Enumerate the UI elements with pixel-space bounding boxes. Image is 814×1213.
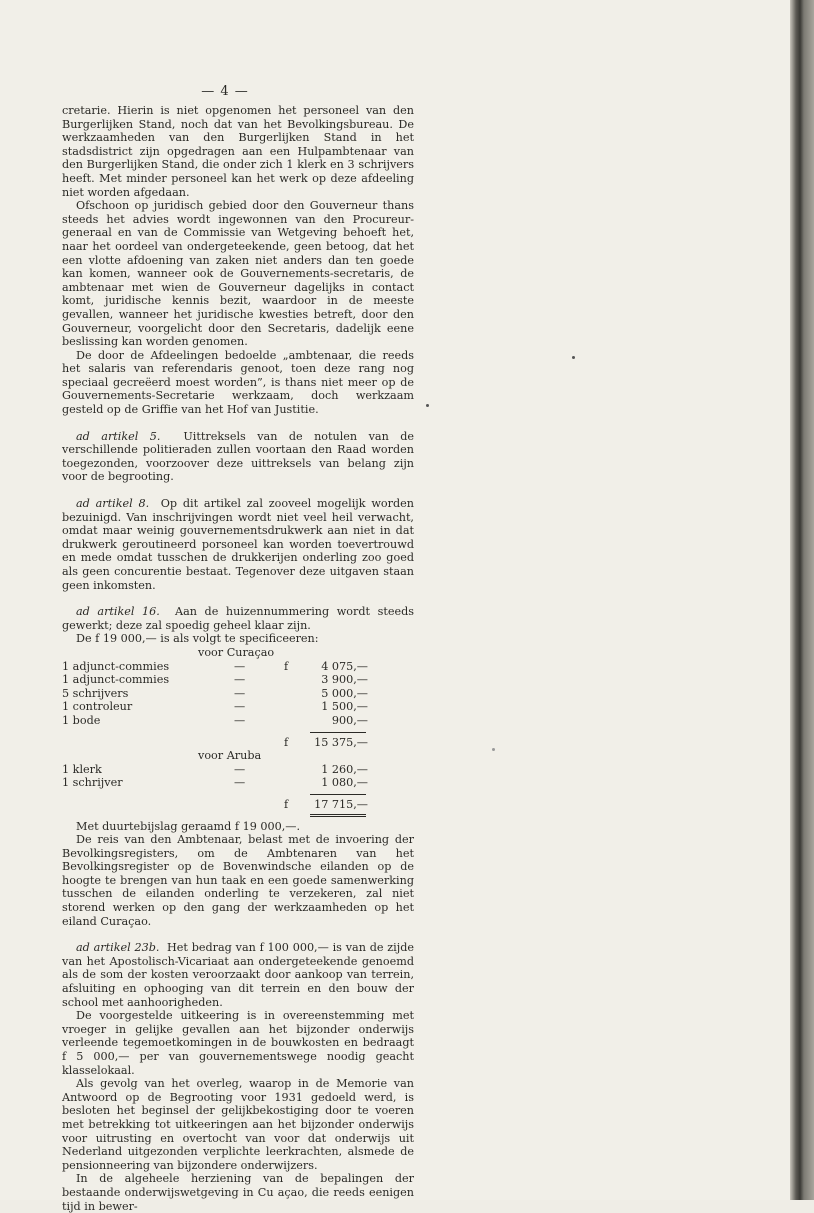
- sum-rule: [62, 790, 414, 798]
- section-label: ad artikel 5.: [76, 429, 161, 443]
- row-currency: [284, 776, 308, 790]
- row-item: 1 controleur: [62, 700, 133, 714]
- row-item: 1 bode: [62, 713, 101, 727]
- row-item: 1 schrijver: [62, 776, 123, 790]
- page-number: — 4 —: [201, 84, 249, 99]
- section-text: Aan de huizennummering wordt steeds gewerkt; deze zal spoedig geheel klaar zijn.: [62, 605, 414, 632]
- section-label: ad artikel 16.: [76, 605, 160, 619]
- body-text: [62, 104, 414, 1213]
- paper-speck: [426, 404, 429, 407]
- table-heading-aruba: voor Aruba: [198, 749, 262, 763]
- row-item: 5 schrijvers: [62, 686, 129, 700]
- row-amount: 3 900,—: [321, 673, 368, 687]
- paragraph: In de algeheele herziening van de bepalingen der bestaande onderwijswetgeving in Cu açao, die reeds eenigen tijd in bewer-: [62, 1172, 414, 1213]
- row-dash: —: [234, 700, 246, 714]
- row-currency: [284, 763, 308, 777]
- total-amount: 17 715,—: [314, 797, 368, 811]
- section-artikel-16: [62, 605, 414, 632]
- row-amount: 1 080,—: [321, 776, 368, 790]
- row-currency: [284, 687, 308, 701]
- section-text: Het bedrag van f 100 000,— is van de zijde van het Apostolisch-Vicariaat aan ondergeteekende genoemd als de som der kosten veroorzaakt door aankoop van terrein, afsluiting en ophooging van dit terrein en den bouw der school met aanhoorigheden.: [62, 941, 414, 1009]
- table-row: [62, 700, 414, 714]
- row-item: 1 adjunct-commies: [62, 673, 170, 687]
- section-label: ad artikel 23b.: [76, 941, 160, 955]
- row-currency: f: [284, 659, 289, 673]
- row-item: 1 klerk: [62, 762, 102, 776]
- row-amount: 4 075,—: [321, 659, 368, 673]
- paragraph: Als gevolg van het overleg, waarop in de Memorie van Antwoord op de Begrooting voor 1931 gedoeld werd, is besloten het beginsel der gelijkbekostiging door te voeren met betrekking tot uitkeeringen aan het bijzonder onderwijs voor uitrusting en overtocht van voor dat onderwijs uit Nederland uitgezonden verplichte leerkrachten, alsmede de pensionneering van bijzondere onderwijzers.: [62, 1077, 414, 1172]
- total-row: [62, 798, 414, 812]
- paragraph: De door de Afdeelingen bedoelde „ambtenaar, die reeds het salaris van referendaris genoot, toen deze rang nog speciaal gecreëerd moest worden”, is thans niet meer op de Gouvernements-Secretarie werkzaam, doch werkzaam gesteld op de Griffie van het Hof van Justitie.: [62, 348, 414, 417]
- section-artikel-5: [62, 430, 414, 484]
- section-text: Uittreksels van de notulen van de verschillende politieraden zullen voortaan den Raad worden toegezonden, voorzoover deze uittreksels van belang zijn voor de begrooting.: [62, 429, 414, 484]
- row-dash: —: [234, 776, 246, 790]
- binding-edge: [790, 0, 814, 1200]
- specification-table: [62, 646, 414, 820]
- section-label: ad artikel 8.: [76, 497, 150, 511]
- paragraph: Ofschoon op juridisch gebied door den Gouverneur thans steeds het advies wordt ingewonnen van den Procureur-generaal en van de Commissie van Wetgeving behoeft het, naar het oordeel van ondergeteekende, geen betoog, dat het een vlotte afdoening van zaken niet anders dan ten goede kan komen, wanneer ook de Gouvernements-secretaris, de ambtenaar met wien de Gouverneur dagelijks in contact komt, juridische kennis bezit, waardoor in de meeste gevallen, wanneer het juridische kwesties betreft, door den Gouverneur, voorgelicht door den Secretaris, dadelijk eene beslissing kan worden genomen.: [62, 199, 414, 349]
- paper-speck: [572, 356, 575, 359]
- sum-rule: [62, 728, 414, 736]
- subtotal-currency: f: [284, 735, 289, 749]
- total-currency: f: [284, 797, 289, 811]
- table-row: [62, 660, 414, 674]
- section-artikel-23b: [62, 941, 414, 1009]
- section-text: Op dit artikel zal zooveel mogelijk worden bezuinigd. Van inschrijvingen wordt niet veel heil verwacht, omdat maar weinig gouvernementsdrukwerk aan niet in dat drukwerk geroutineerd porsoneel kan worden toevertrouwd en mede omdat tusschen de drukkerijen onderling zoo goed als geen concurentie bestaat. Tegenover deze uitgaven staan geen inkomsten.: [62, 497, 414, 592]
- table-row: [62, 714, 414, 728]
- table-row: [62, 687, 414, 701]
- table-row: [62, 763, 414, 777]
- subtotal-amount: 15 375,—: [314, 735, 368, 749]
- paragraph: cretarie. Hierin is niet opgenomen het personeel van den Burgerlijken Stand, noch dat van het Bevolkingsbureau. De werkzaamheden van den Burgerlijken Stand in het stadsdistrict zijn opgedragen aan een Hulpambtenaar van den Burgerlijken Stand, die onder zich 1 klerk en 3 schrijvers heeft. Met minder personeel kan het werk op deze afdeeling niet worden afgedaan.: [62, 104, 414, 199]
- row-dash: —: [234, 659, 246, 673]
- row-currency: [284, 714, 308, 728]
- row-dash: —: [234, 713, 246, 727]
- paper-speck: [492, 748, 495, 751]
- table-row: [62, 776, 414, 790]
- table-row: [62, 673, 414, 687]
- table-heading-curacao: voor Curaçao: [198, 645, 275, 659]
- row-dash: —: [234, 673, 246, 687]
- row-dash: —: [234, 686, 246, 700]
- row-amount: 5 000,—: [321, 686, 368, 700]
- row-amount: 1 500,—: [321, 700, 368, 714]
- row-currency: [284, 700, 308, 714]
- row-dash: —: [234, 762, 246, 776]
- paragraph: De f 19 000,— is als volgt te specificeeren:: [76, 632, 319, 646]
- row-currency: [284, 673, 308, 687]
- row-amount: 900,—: [331, 713, 368, 727]
- row-item: 1 adjunct-commies: [62, 659, 170, 673]
- paragraph: Met duurtebijslag geraamd f 19 000,—.: [76, 819, 301, 833]
- total-double-rule: [62, 812, 414, 820]
- row-amount: 1 260,—: [321, 762, 368, 776]
- subtotal-row: [62, 736, 414, 750]
- paragraph: De voorgestelde uitkeering is in overeenstemming met vroeger in gelijke gevallen aan het bijzonder onderwijs verleende tegemoetkomingen in de bouwkosten en bedraagt f 5 000,— per van gouvernementswege noodig geacht klasselokaal.: [62, 1009, 414, 1077]
- paragraph: De reis van den Ambtenaar, belast met de invoering der Bevolkingsregisters, om de Ambtenaren van het Bevolkingsregister op de Bovenwindsche eilanden op de hoogte te brengen van hun taak en een goede samenwerking tusschen de eilanden onderling te verzekeren, zal niet storend werken op den gang der werkzaamheden op het eiland Curaçao.: [62, 833, 414, 928]
- section-artikel-8: [62, 497, 414, 592]
